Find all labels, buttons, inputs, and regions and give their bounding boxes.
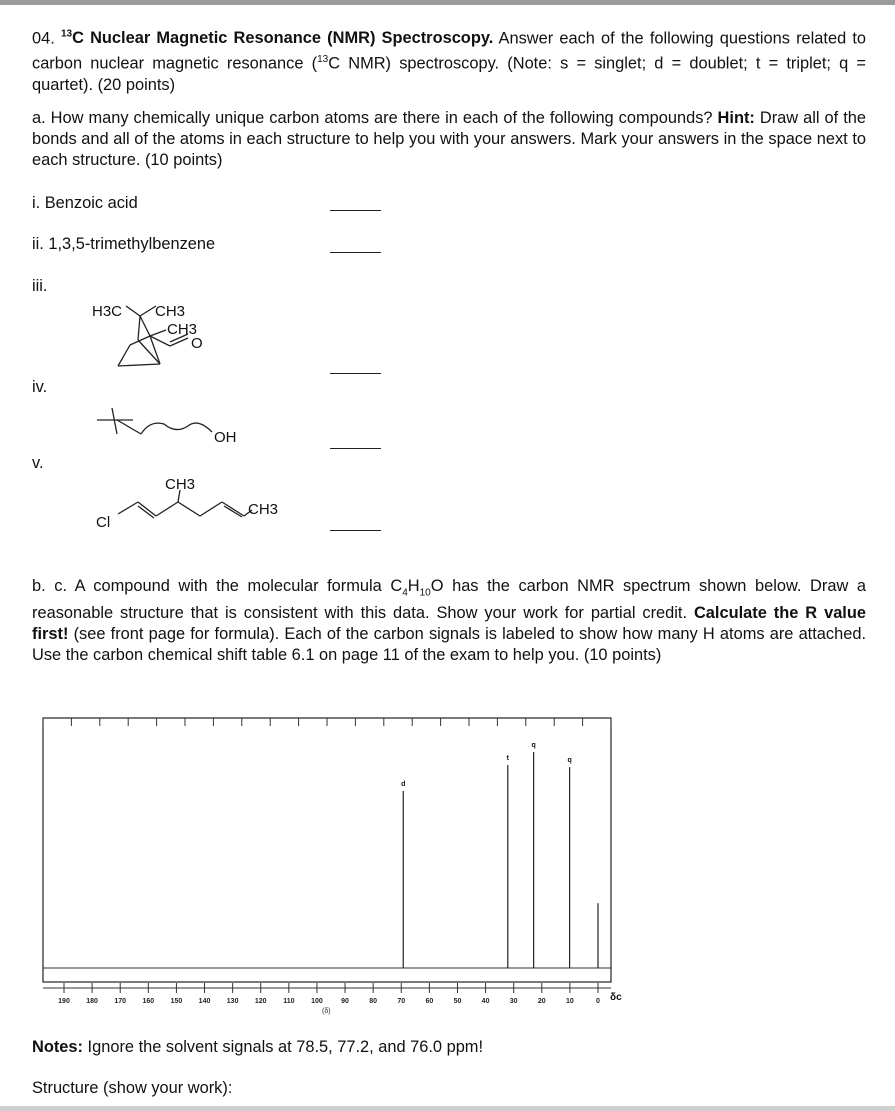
item-v-label: v. (32, 454, 44, 472)
x-tick-label: 130 (226, 998, 239, 1005)
axis-unit: δc (610, 992, 622, 1003)
item-iv-label: iv. (32, 378, 48, 396)
label-ch3-right: CH3 (248, 501, 279, 518)
label-oh: OH (214, 429, 237, 446)
x-tick-label: 140 (198, 998, 211, 1005)
axis-note: (δ) (322, 1008, 331, 1015)
label-h3c: H3C (92, 303, 123, 320)
label-o: O (191, 335, 203, 352)
x-tick-label: 0 (596, 998, 600, 1005)
label-ch3-b: CH3 (167, 321, 198, 338)
peak-label: q (531, 742, 536, 749)
top-ticks (43, 718, 611, 726)
question-heading: 04. $^{13}$C Nuclear Magnetic Resonance (NMR) Spectroscopy. Answer each of the following questions related to carbon nuclear magnetic resonance ($^{13}$C NMR) spectroscopy. (Note: s = singlet; d = doublet; t = triplet; q = quartet). (20 points) (32, 29, 867, 94)
notes: Notes: Ignore the solvent signals at 78.5, 77.2, and 76.0 ppm! (32, 1038, 484, 1056)
structure-v (118, 490, 252, 518)
x-tick-label: 30 (509, 998, 518, 1005)
x-tick-label: 20 (537, 998, 546, 1005)
item-ii-label: ii. 1,3,5-trimethylbenzene (32, 235, 216, 253)
x-tick-group (58, 983, 600, 1005)
x-tick-label: 60 (425, 998, 434, 1005)
x-tick-label: 80 (369, 998, 378, 1005)
peak-label: q (567, 757, 572, 765)
x-tick-label: 110 (283, 998, 295, 1005)
x-tick-label: 70 (397, 998, 406, 1005)
part-b-prompt: b. c. A compound with the molecular formula $C_4H_{10}O$ has the carbon NMR spectrum shown below. Draw a reasonable structure that is consistent with this data. Show your work for partial credit. Calculate the R value first! (see front page for formula). Each of the carbon signals is labeled to show how many H atoms are attached. Use the carbon chemical shift table 6.1 on page 11 of the exam to help you. (10 points) (32, 577, 866, 665)
peak-label: t (506, 754, 509, 762)
x-tick-label: 90 (341, 998, 349, 1005)
x-tick-label: 190 (58, 998, 70, 1005)
item-i-label: i. Benzoic acid (32, 194, 138, 212)
structure-prompt: Structure (show your work): (32, 1079, 233, 1097)
x-tick-label: 100 (311, 998, 323, 1005)
label-ch3-top: CH3 (165, 476, 196, 493)
label-ch3-a: CH3 (155, 303, 186, 320)
x-tick-label: 170 (114, 998, 127, 1005)
part-a-prompt: a. How many chemically unique carbon atoms are there in each of the following compounds? Hint: Draw all of the bonds and all of the atoms in each structure to help you with your answers. Mark your answers in the space next to each structure. (10 points) (32, 109, 866, 169)
x-tick-label: 120 (254, 998, 267, 1005)
x-tick-label: 150 (170, 998, 183, 1005)
nmr-spectrum (38, 712, 622, 1030)
bottom-border (0, 1106, 895, 1111)
x-tick-label: 50 (453, 998, 462, 1005)
label-cl: Cl (96, 514, 111, 531)
peak-label: d (401, 780, 406, 788)
x-tick-label: 180 (86, 998, 98, 1005)
spectrum-frame (43, 718, 611, 982)
structure-iv (97, 408, 212, 434)
x-tick-label: 10 (565, 998, 574, 1005)
x-tick-label: 40 (481, 998, 490, 1005)
x-tick-label: 160 (142, 998, 155, 1005)
item-iii-label: iii. (32, 277, 48, 295)
